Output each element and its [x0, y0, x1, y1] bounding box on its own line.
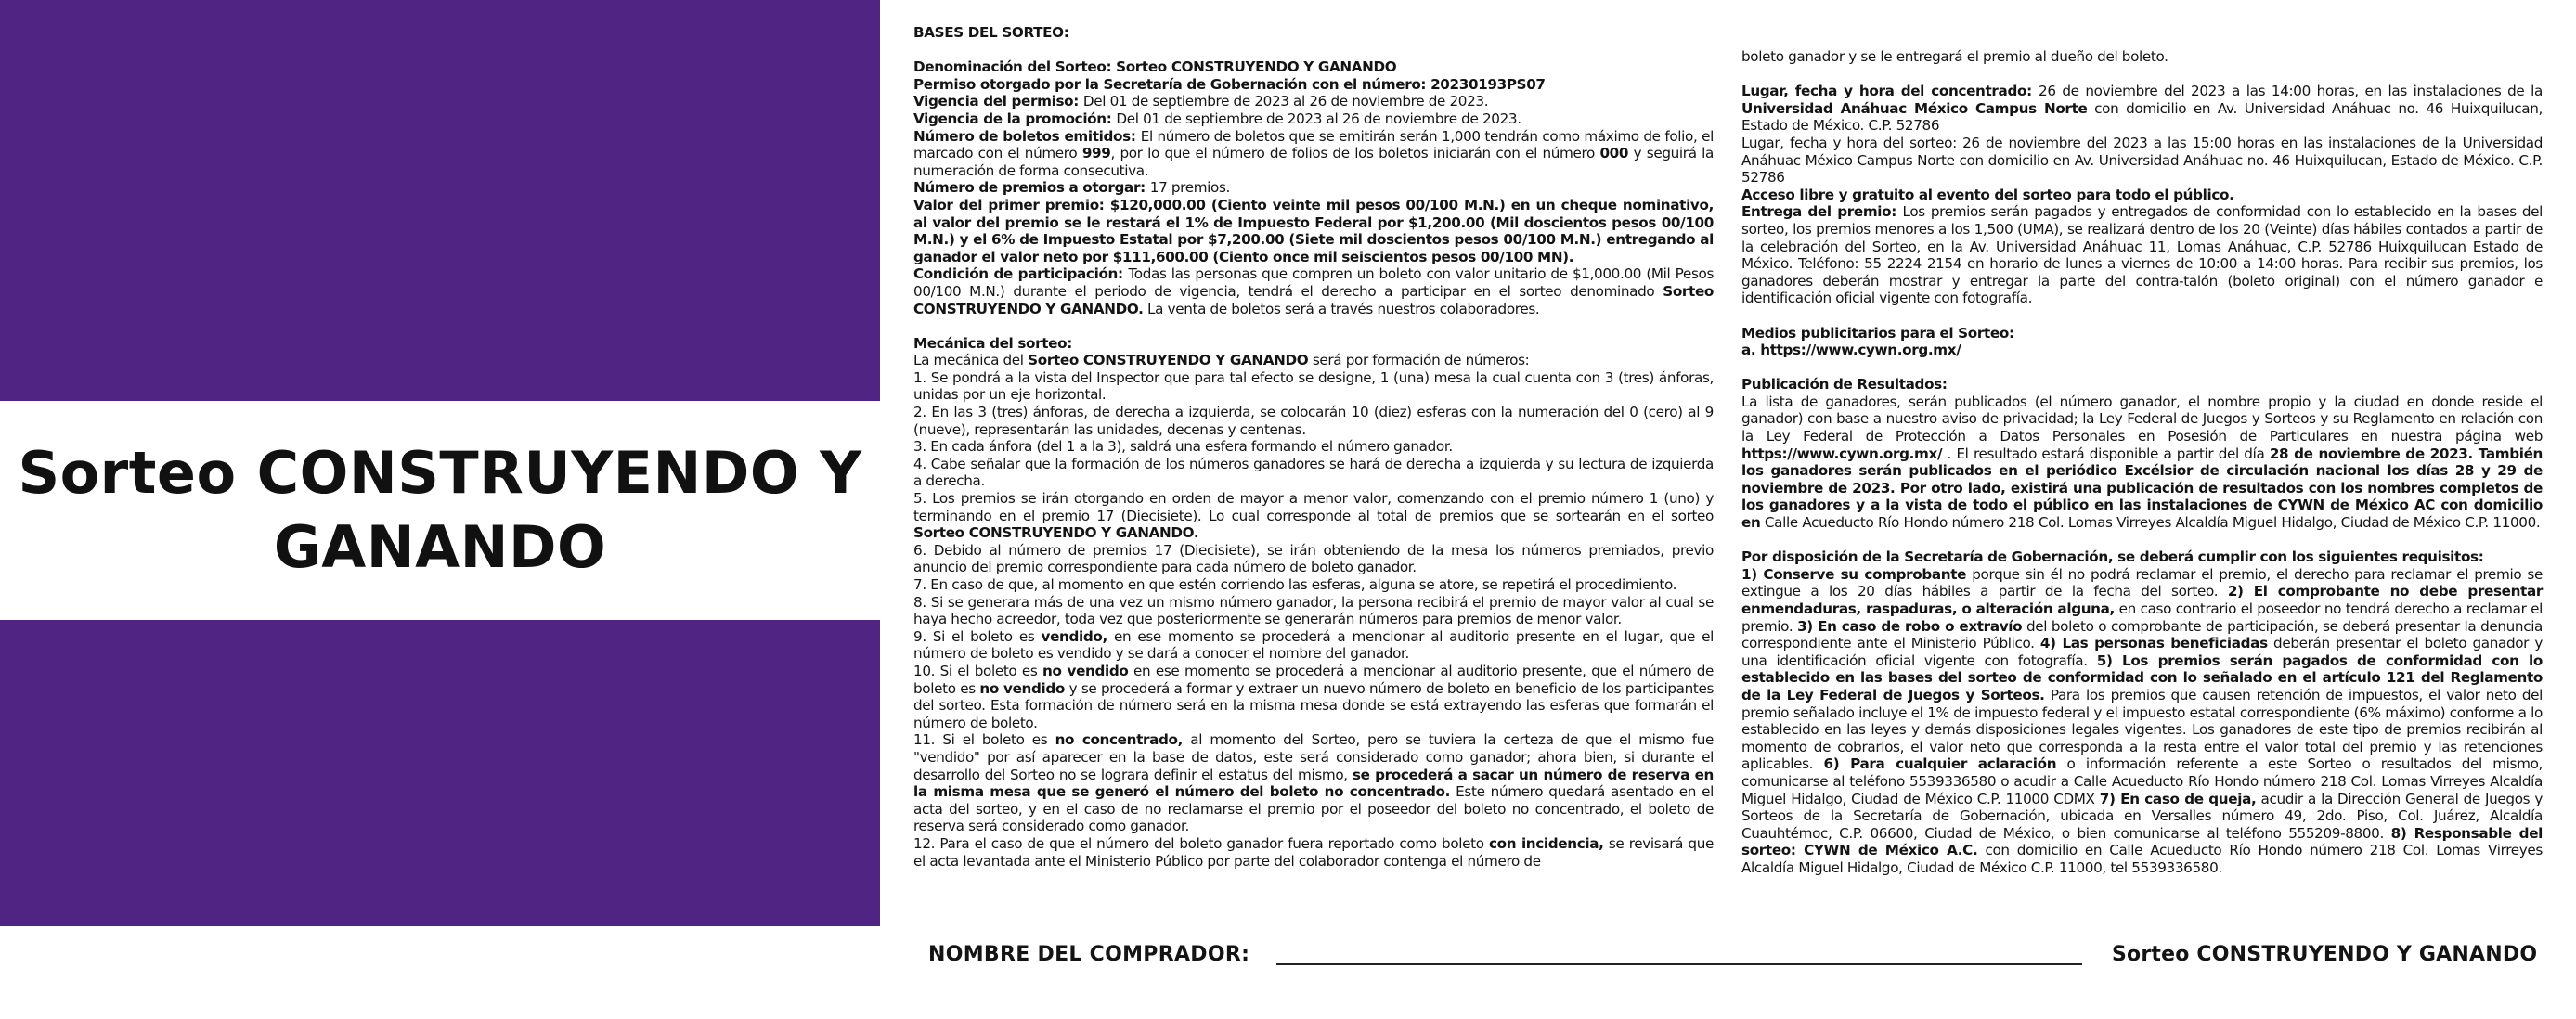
bold-text: 5) Los premios serán pagados de conformidad con lo establecido en las bases del sorteo de conformidad con lo señalado en el artículo 121 del Reglamento de la Ley Federal de Juegos y Sorteos.: [1741, 651, 2543, 703]
text-run: porque sin él no podrá reclamar el premio, el derecho para reclamar el premio se extingue a los 20 días hábiles a partir de la fecha del sorteo.: [1741, 565, 2543, 600]
text-run: o información referente a este Sorteo o resultados del mismo, comunicarse al teléfono 5539336580 o acudir a Calle Acueducto Río Hondo número 218 Col. Lomas Virreyes Alcaldía Miguel Hidalgo, Ciudad de México C.P. 11000 CDMX: [1741, 755, 2543, 807]
rules-paragraph: [913, 369, 1714, 404]
text-run: 6. Debido al número de premios 17 (Diecisiete), se irán obteniendo de la mesa los números premiados, previo anuncio del premio correspondiente para cada número de boleto ganador.: [913, 541, 1714, 576]
rules-paragraph: [913, 594, 1714, 628]
text-run: 5. Los premios se irán otorgando en orden de mayor a menor valor, comenzando con el premio número 1 (uno) y terminando en el premio 17 (Diecisiete). Lo cual corresponde al total de premios que se sortearán en el sorteo: [913, 490, 1714, 524]
rules-paragraph: [1741, 393, 2543, 532]
text-run: acudir a la Dirección General de Juegos y Sorteos de la Secretaría de Gobernación, ubicada en Versalles número 49, 2do. Piso, Col. Juárez, Alcaldía Cuauhtémoc, C.P. 06600, Ciudad de México, o bien comunicarse al teléfono 555209-8800.: [1741, 790, 2543, 842]
rules-paragraph: [1741, 203, 2543, 307]
text-run: y se procederá a formar y extraer un nuevo número de boleto en beneficio de los participantes del sorteo. Esta formación de número será en la misma mesa donde se está extrayendo las esferas que formarán el número de boleto.: [913, 679, 1715, 731]
bold-text: 6) Para cualquier aclaración: [1823, 755, 2057, 773]
footer-sorteo-name: Sorteo CONSTRUYENDO Y GANANDO: [2112, 943, 2538, 966]
text-run: Este número quedará asentado en el acta del sorteo, y en el caso de no reclamarse el premio por el poseedor del boleto no concentrado, el boleto de reserva será considerado como ganador.: [913, 783, 1714, 835]
rules-paragraph: [913, 110, 1714, 128]
text-run: con domicilio en Calle Acueducto Río Hondo número 218 Col. Lomas Virreyes Alcaldía Miguel Hidalgo, Ciudad de México C.P. 11000, tel 5539336580.: [1741, 842, 2543, 876]
rules-paragraph: [913, 352, 1714, 369]
bold-text: vendido,: [1041, 627, 1107, 645]
rules-paragraph: [1741, 325, 2543, 342]
text-run: 4. Cabe señalar que la formación de los números ganadores se hará de derecha a izquierda y su lectura de izquierda a derecha.: [913, 455, 1714, 490]
bold-text: Por disposición de la Secretaría de Gobernación, se deberá cumplir con los siguientes requisitos:: [1741, 548, 2484, 566]
text-run: El número de boletos que se emitirán serán 1,000 tendrán como máximo de folio, el marcado con el número: [913, 127, 1715, 162]
rules-paragraph: [913, 438, 1714, 456]
text-run: deberán presentar el boleto ganador y una identificación oficial vigente con fotografía.: [1741, 635, 2543, 669]
text-run: 3. En cada ánfora (del 1 a la 3), saldrá una esfera formando el número ganador.: [913, 438, 1453, 456]
paragraph-gap: [1741, 307, 2543, 325]
text-run: 17 premios.: [1149, 179, 1230, 197]
paragraph-gap: [1741, 66, 2543, 84]
rules-paragraph: [913, 24, 1714, 42]
text-run: al momento del Sorteo, pero se tuviera la certeza de que el mismo fue "vendido" por así aparecer en la base de datos, este será considerado como ganador; ahora bien, si durante el desarrollo del Sorteo no se lograra definir el estatus del mismo,: [913, 731, 1714, 783]
stub-title: Sorteo CONSTRUYENDO Y GANANDO: [18, 439, 862, 581]
text-run: La lista de ganadores, serán publicados (el número ganador, el nombre propio y la ciudad en donde reside el ganador) con base a nuestro aviso de privacidad; la Ley Federal de Juegos y Sorteos y su Reglamento en relación con la Ley Federal de Protección a Datos Personales en Posesión de Particulares en nuestra página web: [1741, 393, 2543, 445]
bold-text: 1) Conserve su comprobante: [1741, 565, 1967, 583]
text-run: del boleto o comprobante de participación, se deberá presentar la denuncia correspondiente ante el Ministerio Público.: [1741, 617, 2544, 652]
text-run: , por lo que el número de folios de los boletos iniciarán con el número: [1110, 145, 1600, 162]
bold-text: Permiso otorgado por la Secretaría de Gobernación con el número: 20230193PS07: [913, 75, 1546, 93]
bold-text: Acceso libre y gratuito al evento del sorteo para todo el público.: [1741, 186, 2234, 203]
text-run: Del 01 de septiembre de 2023 al 26 de noviembre de 2023.: [1116, 110, 1521, 127]
bold-text: no concentrado,: [1055, 731, 1184, 749]
rules-paragraph: [1741, 48, 2543, 66]
rules-paragraph: [913, 58, 1714, 76]
bold-text: se procederá a sacar un número de reserva en la misma mesa que se generó el número del boleto no concentrado.: [913, 766, 1714, 801]
bold-text: 4) Las personas beneficiadas: [2039, 635, 2268, 652]
text-run: y seguirá la numeración de forma consecutiva.: [913, 145, 1714, 179]
bold-text: Sorteo CONSTRUYENDO Y GANANDO.: [913, 524, 1199, 542]
bold-text: 999: [1081, 145, 1111, 162]
buyer-name-label: NOMBRE DEL COMPRADOR:: [928, 943, 1250, 966]
text-run: en ese momento se procederá a mencionar al auditorio presente, que el número de boleto es: [913, 662, 1715, 697]
text-run: 7. En caso de que, al momento en que estén corriendo las esferas, alguna se atore, se repetirá el procedimiento.: [913, 576, 1677, 593]
rules-paragraph: [1741, 342, 2543, 359]
text-run: Para los premios que causen retención de impuestos, el valor neto del premio señalado incluye el 1% de impuesto federal y el impuesto estatal correspondiente (6% máximo) conforme a lo establecido en las leyes y demás disposiciones legales vigentes. Los ganadores de este tipo de premios recibirán al momento de cobrarlos, el valor neto que corresponda a la resta entre el valor total del premio y las retenciones aplicables.: [1741, 686, 2543, 773]
bold-text: Condición de participación:: [913, 265, 1129, 283]
text-run: con domicilio en Av. Universidad Anáhuac no. 46 Huixquilucan, Estado de México. C.P. 52786: [1741, 99, 2543, 135]
bold-text: Número de boletos emitidos:: [913, 127, 1141, 145]
text-run: La mecánica del: [913, 352, 1029, 369]
text-run: 9. Si el boleto es: [913, 627, 1042, 645]
paragraph-gap: [1741, 532, 2543, 549]
text-run: Calle Acueducto Río Hondo número 218 Col. Lomas Virreyes Alcaldía Miguel Hidalgo, Ciudad de México C.P. 11000.: [1760, 514, 2541, 532]
bold-text: Publicación de Resultados:: [1741, 376, 1948, 393]
bold-text: Sorteo CONSTRUYENDO Y GANANDO.: [913, 282, 1714, 317]
rules-paragraph: [913, 197, 1714, 265]
bold-text: 000: [1599, 145, 1629, 162]
bold-text: Vigencia de la promoción:: [913, 110, 1117, 127]
text-run: 2. En las 3 (tres) ánforas, de derecha a izquierda, se colocarán 10 (diez) esferas con la numeración del 0 (cero) al 9 (nueve), representarán las unidades, decenas y centenas.: [913, 404, 1714, 438]
bold-text: Mecánica del sorteo:: [913, 334, 1072, 352]
bold-text: Vigencia del permiso:: [913, 93, 1083, 110]
rules-paragraph: [913, 576, 1714, 594]
rules-paragraph: [913, 542, 1714, 576]
rules-paragraph: [913, 490, 1714, 542]
text-run: será por formación de números:: [1308, 352, 1530, 369]
buyer-name-line: [1276, 963, 2082, 965]
bold-text: Medios publicitarios para el Sorteo:: [1741, 324, 2014, 342]
text-run: La venta de boletos será a través nuestros colaboradores.: [1143, 300, 1540, 317]
rules-paragraph: [913, 265, 1714, 317]
rules-paragraph: [913, 835, 1714, 870]
rules-paragraph: [913, 663, 1714, 731]
rules-paragraph: [913, 404, 1714, 438]
bold-text: 3) En caso de robo o extravío: [1797, 617, 2023, 635]
text-run: boleto ganador y se le entregará el premio al dueño del boleto.: [1741, 48, 2168, 65]
text-run: Los premios serán pagados y entregados de conformidad con lo establecido en la bases del sorteo, los premios menores a los 1,500 (UMA), se realizará dentro de los 20 (Veinte) días hábiles contados a partir de la celebración del Sorteo, en la Av. Universidad Anáhuac 11, Lomas Anáhuac, C.P. 52786 Huixquilucan Estado de México. Teléfono: 55 2224 2154 en horario de lunes a viernes de 10:00 a 14:00 horas. Para recibir sus premios, los ganadores deberán mostrar y entregar la parte del contra-talón (boleto original) con el número ganador e identificación oficial vigente con fotografía.: [1741, 203, 2543, 307]
stub-top-band: [0, 0, 880, 401]
rules-paragraph: [1741, 566, 2543, 877]
bold-text: BASES DEL SORTEO:: [913, 24, 1069, 41]
rules-paragraph: [913, 731, 1714, 835]
bold-text: Lugar, fecha y hora del concentrado:: [1741, 83, 2039, 100]
bold-text: https://www.cywn.org.mx/: [1741, 445, 1943, 462]
bold-text: Entrega del premio:: [1741, 203, 1903, 221]
text-run: 10. Si el boleto es: [913, 662, 1043, 679]
bold-text: Número de premios a otorgar:: [913, 179, 1150, 197]
rules-paragraph: [913, 628, 1714, 663]
bold-text: Valor del primer premio: $120,000.00 (Ciento veinte mil pesos 00/100 M.N.) en un cheque nominativo, al valor del premio se le restará el 1% de Impuesto Federal por $1,200.00 (Mil doscientos pesos 00/100 M.N.) y el 6% de Impuesto Estatal por $7,200.00 (Siete mil doscientos pesos 00/100 M.N.) entregando al ganador el valor neto por $111,600.00 (Ciento once mil seiscientos pesos 00/100 MN).: [913, 196, 1714, 265]
bold-text: no vendido: [979, 679, 1065, 697]
text-run: 11. Si el boleto es: [913, 731, 1055, 749]
rules-paragraph: [913, 128, 1714, 180]
rules-paragraph: [1741, 187, 2543, 204]
rules-paragraph: [913, 76, 1714, 94]
bold-text: Sorteo CONSTRUYENDO Y GANANDO: [1028, 352, 1309, 369]
text-run: 8. Si se generara más de una vez un mismo número ganador, la persona recibirá el premio de mayor valor al cual se haya hecho acreedor, toda vez que posteriormente se generarán números para premios de menor valor.: [913, 593, 1714, 628]
bold-text: con incidencia,: [1489, 834, 1604, 852]
text-run: Todas las personas que compren un boleto con valor unitario de $1,000.00 (Mil Pesos 00/100 M.N.) durante el periodo de vigencia, tendrá el derecho a participar en el sorteo denominado: [913, 265, 1715, 300]
rules-paragraph: [1741, 548, 2543, 566]
text-run: 12. Para el caso de que el número del boleto ganador fuera reportado como boleto: [913, 834, 1489, 852]
stub-bottom-band: [0, 620, 880, 926]
text-run: . El resultado estará disponible a partir del día: [1942, 445, 2270, 462]
text-run: Del 01 de septiembre de 2023 al 26 de noviembre de 2023.: [1082, 93, 1489, 110]
rules-paragraph: [913, 179, 1714, 197]
text-run: 26 de noviembre del 2023 a las 14:00 horas, en las instalaciones de la: [2039, 83, 2543, 100]
rules-column-right: [1741, 48, 2543, 877]
bold-text: 7) En caso de queja,: [2099, 790, 2257, 807]
bold-text: a. https://www.cywn.org.mx/: [1741, 342, 1961, 359]
rules-paragraph: [913, 93, 1714, 110]
bold-text: Denominación del Sorteo: Sorteo CONSTRUYENDO Y GANANDO: [913, 58, 1397, 76]
paragraph-gap: [913, 42, 1714, 59]
bold-text: 28 de noviembre de 2023. También los ganadores serán publicados en el periódico Excélsior de circulación nacional los días 28 y 29 de noviembre de 2023. Por otro lado, existirá una publicación de resultados con los nombres completos de los ganadores y a la vista de todo el público en las instalaciones de CYWN de México AC con domicilio en: [1741, 445, 2544, 532]
bold-text: 2) El comprobante no debe presentar enmendaduras, raspaduras, o alteración alguna,: [1741, 583, 2543, 617]
text-run: 1. Se pondrá a la vista del Inspector que para tal efecto se designe, 1 (una) mesa la cual cuenta con 3 (tres) ánforas, unidas por un eje horizontal.: [913, 368, 1714, 404]
text-run: en ese momento se procederá a mencionar al auditorio presente en el lugar, que el número de boleto es vendido y se dará a conocer el nombre del ganador.: [913, 627, 1714, 663]
text-run: se revisará que el acta levantada ante el Ministerio Público por parte del colaborador contenga el número de: [913, 834, 1714, 870]
rules-column-left: [913, 24, 1714, 870]
rules-paragraph: [913, 335, 1714, 353]
rules-paragraph: [1741, 83, 2543, 135]
text-run: Lugar, fecha y hora del sorteo: 26 de noviembre del 2023 a las 15:00 horas en las instalaciones de la Universidad Anáhuac México Campus Norte con domicilio en Av. Universidad Anáhuac no. 46 Huixquilucan, Estado de México. C.P. 52786: [1741, 134, 2543, 187]
rules-paragraph: [1741, 135, 2543, 187]
rules-paragraph: [913, 456, 1714, 490]
rules-paragraph: [1741, 376, 2543, 393]
bold-text: Universidad Anáhuac México Campus Norte: [1741, 99, 2088, 117]
bold-text: 8) Responsable del sorteo: CYWN de México A.C.: [1741, 824, 2544, 859]
bold-text: no vendido: [1042, 662, 1129, 679]
text-run: en caso contrario el poseedor no tendrá derecho a reclamar el premio.: [1741, 600, 2543, 635]
paragraph-gap: [913, 317, 1714, 335]
paragraph-gap: [1741, 359, 2543, 377]
ticket-stub: [0, 0, 880, 1019]
